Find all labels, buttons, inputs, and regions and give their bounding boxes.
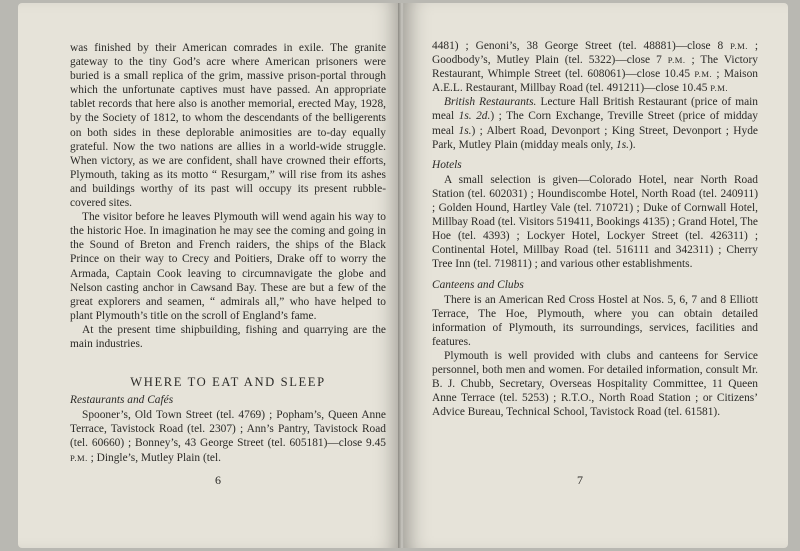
booklet-spread: [8, 3, 792, 548]
text-run: ) ; The Corn Exchange, Treville Street (price of midday meal: [432, 110, 759, 137]
subheading-restaurants: Restaurants and Cafés: [70, 394, 174, 407]
restaurants-text: Spooner’s, Old Town Street (tel. 4769) ; Popham’s, Queen Anne Terrace, Tavistock Road (tel. 2307) ; Ann’s Pantry, Tavistock Road (tel. 60660) ; Bonney’s, 43 George Street (tel. 605181)—close 9.45: [70, 409, 386, 450]
page-number-right: 7: [577, 473, 583, 487]
price: 1s.: [616, 138, 630, 151]
canteens-heading: Canteens and Clubs: [432, 278, 524, 291]
clubs-paragraph: Plymouth is well provided with clubs and canteens for Service personnel, both men and women. For detailed information, consult Mr. B. J. Chubb, Secretary, Overseas Hospitality Committee, 11 Queen Anne Terrace (tel. 5253) ; R.T.O., North Road Station ; or Citizens’ Advice Bureau, Technical School, Tavistock Road (tel. 61581).: [432, 349, 758, 419]
left-page: [18, 3, 400, 548]
time-suffix: P.M.: [730, 41, 748, 51]
price: 1s. 2d.: [458, 110, 491, 123]
british-restaurants-label: British Restaurants.: [444, 96, 537, 109]
paragraph: At the present time shipbuilding, fishing and quarrying are the main industries.: [70, 323, 386, 350]
paragraph: was finished by their American comrades in exile. The granite gateway to the tiny God’s acre where American prisoners were buried is a small replica of the grim, massive prison-portal through which the unfortunate captives must have passed. An appropriate tablet records that here also is another memorial, erected May, 1928, by the Society of 1812, to whom the descendants of the belligerents on both sides in these deplorable animosities are to-day equally grateful. Now the two nations are allies in a world-wide struggle. When victory, as we are confident, shall have crowned their efforts, Plymouth, taking as its motto “ Resurgam,” will rise from its ashes and buildings worthy of its past will occupy its present rubble-covered sites.: [70, 42, 386, 210]
text-run: ; The Victory Restaurant, Whimple Street (tel. 608061)—close 10.45: [432, 54, 758, 81]
text-run: ).: [629, 138, 636, 151]
text-run: ; Goodbody’s, Mutley Plain (tel. 5322)—close 7: [432, 40, 758, 67]
time-suffix: P.M.: [70, 452, 88, 463]
text-run: 4481) ; Genoni’s, 38 George Street (tel. 48881)—close 8: [432, 40, 724, 52]
text-run: Lecture Hall British Restaurant (price of main meal: [432, 96, 758, 123]
time-suffix: P.M.: [710, 83, 729, 94]
price: 1s.: [458, 124, 472, 137]
left-page-text: [70, 41, 386, 465]
restaurants-continuation: [432, 39, 758, 95]
page-number-left: 6: [215, 473, 221, 487]
paragraph: The visitor before he leaves Plymouth will wend again his way to the historic Hoe. In imagination he may see the coming and going in the Sound of Breton and French raiders, the ships of the Black Prince on their way to Crecy and Poitiers, Drake off to worry the Armada, Captain Cook leaving to circumnavigate the globe and Nelson casting anchor in Cawsand Bay. These are but a few of the great explorers and seamen, “ admirals all,” who have helped to plant Plymouth’s title on the scroll of England’s fame.: [70, 211, 386, 322]
restaurants-tail: ; Dingle’s, Mutley Plain (tel.: [90, 451, 221, 464]
section-heading: WHERE TO EAT AND SLEEP: [130, 375, 326, 390]
right-page: [404, 3, 788, 548]
hotels-paragraph: A small selection is given—Colorado Hotel, near North Road Station (tel. 602031) ; Houndiscombe Hotel, North Road (tel. 240911) ; Golden Hound, Hartley Vale (tel. 710721) ; Duke of Cornwall Hotel, Millbay Road (tel. Visitors 519411, Bookings 4135) ; Grand Hotel, The Hoe (tel. 4393) ; Lockyer Hotel, Lockyer Street (tel. 426311) ; Continental Hotel, Millbay Road (tel. 516111 and 342311) ; Cherry Tree Inn (tel. 719811) ; and various other establishments.: [432, 173, 758, 271]
hotels-heading: Hotels: [432, 158, 462, 171]
canteens-paragraph: There is an American Red Cross Hostel at Nos. 5, 6, 7 and 8 Elliott Terrace, The Hoe, Plymouth, where you can obtain detailed information of Plymouth, its surroundings, services, facilities and features.: [432, 293, 758, 348]
time-suffix: P.M.: [667, 55, 686, 66]
british-restaurants-paragraph: [432, 95, 758, 151]
text-run: ; Maison A.E.L. Restaurant, Millbay Road (tel. 491211)—close 10.45: [432, 68, 758, 95]
time-suffix: P.M.: [694, 69, 713, 80]
restaurants-paragraph: [70, 408, 386, 464]
text-run: ) ; Albert Road, Devonport ; King Street, Devonport ; Hyde Park, Mutley Plain (midday meals only,: [432, 124, 758, 151]
right-page-text: [432, 39, 758, 419]
